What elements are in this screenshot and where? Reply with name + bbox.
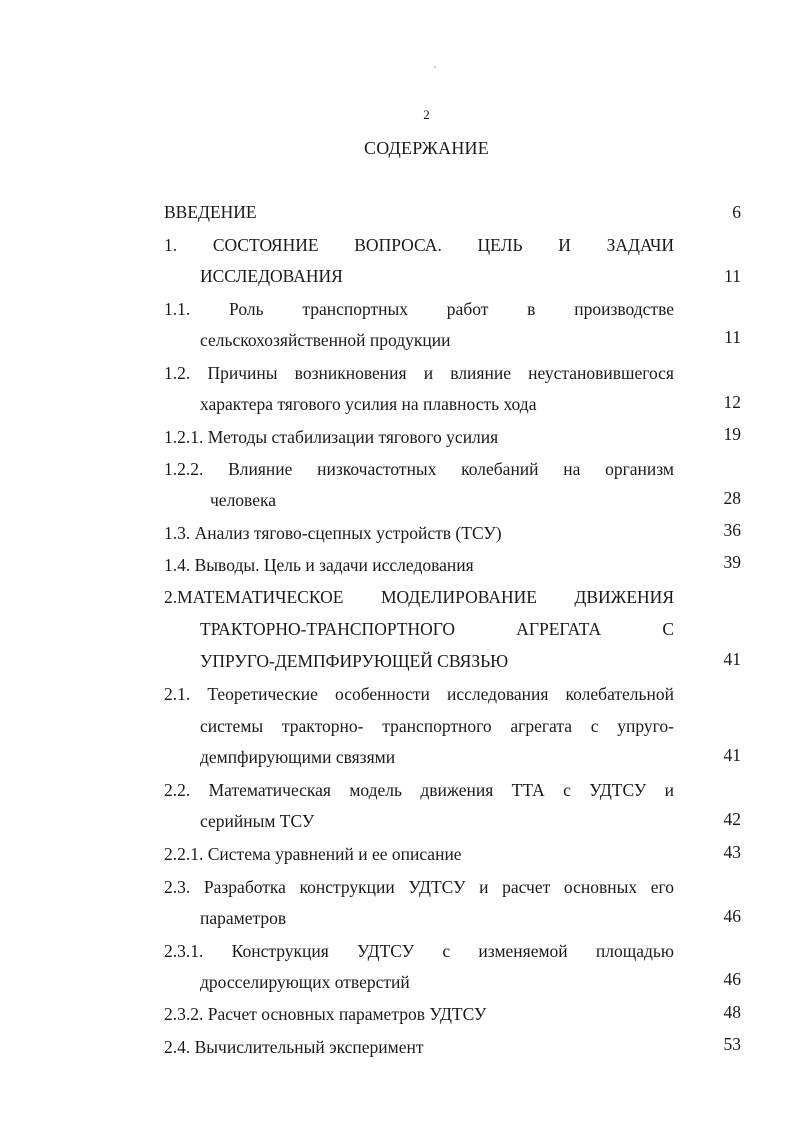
toc-entry-chapter-1: 1. СОСТОЯНИЕ ВОПРОСА. ЦЕЛЬ И ЗАДАЧИ	[164, 235, 674, 255]
toc-entry-1-3: 1.3. Анализ тягово-сцепных устройств (ТСУ)	[164, 523, 502, 543]
toc-page-number: 41	[723, 649, 741, 669]
toc-page-number: 36	[723, 520, 741, 540]
toc-page-number: 19	[723, 424, 741, 444]
toc-page-number: 6	[732, 202, 741, 222]
toc-entry-1-2-cont: характера тягового усилия на плавность хода	[200, 394, 537, 414]
toc-entry-2-3: 2.3. Разработка конструкции УДТСУ и расчет основных его	[164, 877, 674, 897]
toc-page-number: 12	[723, 392, 741, 412]
toc-entry-2-2: 2.2. Математическая модель движения ТТА с УДТСУ и	[164, 780, 674, 800]
toc-page-number: 46	[723, 906, 741, 926]
toc-entry-2-1-cont2: демпфирующими связями	[200, 747, 396, 767]
toc-entry-1-2-2: 1.2.2. Влияние низкочастотных колебаний на организм	[164, 459, 674, 479]
toc-entry-2-3-cont: параметров	[200, 908, 287, 928]
toc-entry-1-2-2-cont: человека	[210, 490, 276, 510]
toc-entry-1-2: 1.2. Причины возникновения и влияние неустановившегося	[164, 363, 674, 383]
toc-entry-2-3-1-cont: дросселирующих отверстий	[200, 972, 410, 992]
toc-page-number: 11	[724, 266, 741, 286]
toc-entry-2-2-1: 2.2.1. Система уравнений и ее описание	[164, 844, 462, 864]
toc-entry-1-4: 1.4. Выводы. Цель и задачи исследования	[164, 555, 474, 575]
toc-entry-chapter-2: 2.МАТЕМАТИЧЕСКОЕ МОДЕЛИРОВАНИЕ ДВИЖЕНИЯ	[164, 587, 674, 607]
toc-entry-1-1: 1.1. Роль транспортных работ в производстве	[164, 299, 674, 319]
toc-page-number: 43	[723, 842, 741, 862]
toc-page-number: 48	[723, 1002, 741, 1022]
toc-page-number: 41	[723, 745, 741, 765]
toc-entry-1-1-cont: сельскохозяйственной продукции	[200, 330, 451, 350]
toc-entry-chapter-2-cont: ТРАКТОРНО-ТРАНСПОРТНОГО АГРЕГАТА С	[200, 619, 674, 639]
toc-page-number: 53	[723, 1034, 741, 1054]
toc-entry-2-1-cont: системы тракторно- транспортного агрегата с упруго-	[200, 716, 674, 736]
toc-entry-1-2-1: 1.2.1. Методы стабилизации тягового усилия	[164, 427, 499, 447]
toc-page-number: 28	[723, 488, 741, 508]
toc-entry-chapter-1-cont: ИССЛЕДОВАНИЯ	[200, 266, 343, 286]
toc-page-number: 39	[723, 552, 741, 572]
toc-entry-2-3-1: 2.3.1. Конструкция УДТСУ с изменяемой площадью	[164, 941, 674, 961]
toc-entry-introduction: ВВЕДЕНИЕ	[164, 202, 257, 222]
toc-entry-chapter-2-cont2: УПРУГО-ДЕМПФИРУЮЩЕЙ СВЯЗЬЮ	[200, 651, 509, 671]
page-title: СОДЕРЖАНИЕ	[364, 138, 489, 158]
toc-entry-2-2-cont: серийным ТСУ	[200, 811, 315, 831]
toc-entry-2-1: 2.1. Теоретические особенности исследования колебательной	[164, 684, 674, 704]
toc-page-number: 46	[723, 969, 741, 989]
toc-page-number: 11	[724, 327, 741, 347]
page-number: 2	[423, 107, 430, 122]
toc-page-number: 42	[723, 809, 741, 829]
toc-entry-2-4: 2.4. Вычислительный эксперимент	[164, 1037, 424, 1057]
scan-speck	[434, 66, 436, 68]
toc-entry-2-3-2: 2.3.2. Расчет основных параметров УДТСУ	[164, 1004, 487, 1024]
